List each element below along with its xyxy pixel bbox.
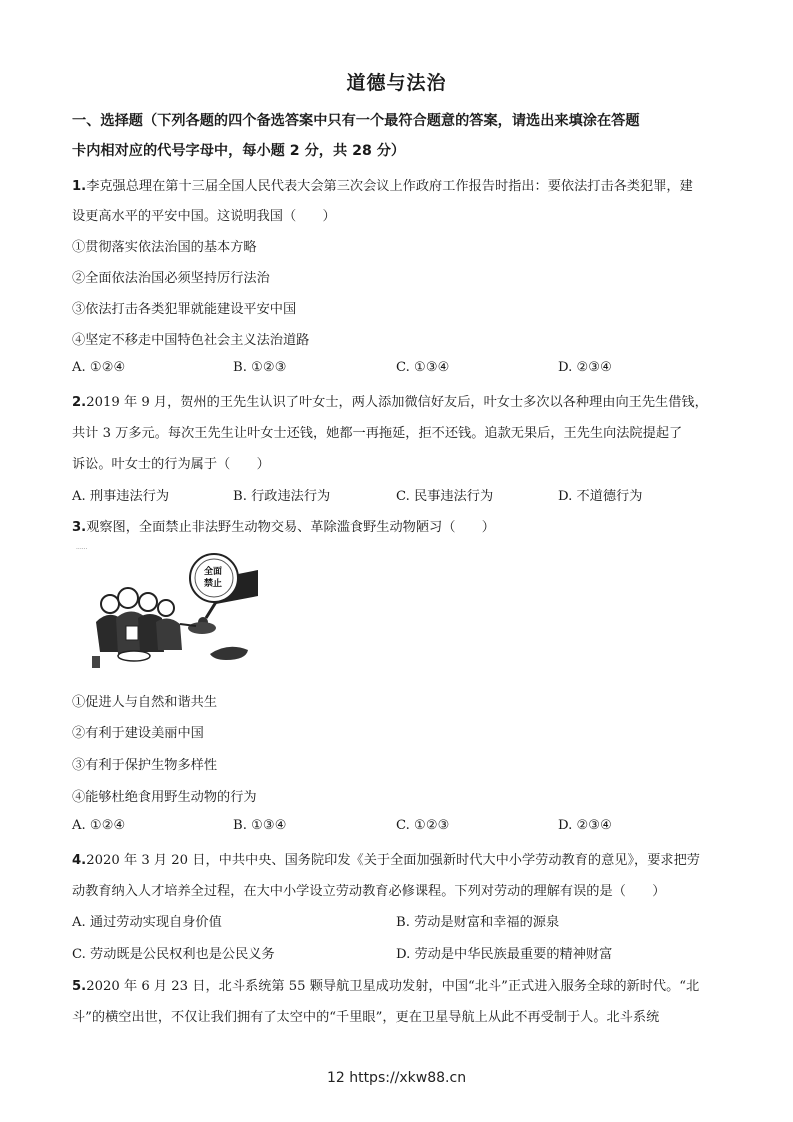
question-3-item-4: ④能够杜绝食用野生动物的行为 [72,790,257,805]
question-5-line1 [72,975,699,994]
sign-text-top: 全面 [204,567,223,577]
question-2-text: 2019 年 9 月，贺州的王先生认识了叶女士，两人添加微信好友后，叶女士多次以各种理由向王先生借钱， [86,395,708,410]
question-2-option-c[interactable]: C. 民事违法行为 [396,489,494,504]
question-1-option-d[interactable]: D. ②③④ [558,360,612,375]
cartoon-drawing [88,552,260,674]
question-2-line2: 共计 3 万多元。每次王先生让叶女士还钱，她都一再拖延，拒不还钱。追款无果后，王先生向法院提起了 [72,426,683,441]
question-3-item-1: ①促进人与自然和谐共生 [72,695,218,710]
question-1-option-b[interactable]: B. ①②③ [233,360,287,375]
question-3-option-c[interactable]: C. ①②③ [396,818,450,833]
question-2-option-d[interactable]: D. 不道德行为 [558,489,643,504]
section-heading-line1: 一、选择题（下列各题的四个备选答案中只有一个最符合题意的答案，请选出来填涂在答题 [72,113,640,129]
question-4-number: 4. [72,853,87,868]
question-2-number: 2. [72,395,87,410]
question-4-option-c[interactable]: C. 劳动既是公民权利也是公民义务 [72,947,275,962]
question-3-option-b[interactable]: B. ①③④ [233,818,287,833]
question-5-number: 5. [72,979,87,994]
question-1-item-1: ①贯彻落实依法治国的基本方略 [72,240,257,255]
question-3-text: 观察图，全面禁止非法野生动物交易、革除滥食野生动物陋习（ ） [86,520,495,535]
section-heading-line2: 卡内相对应的代号字母中，每小题 2 分，共 28 分） [72,143,406,159]
page-title: 道德与法治 [346,72,447,94]
question-4-option-b[interactable]: B. 劳动是财富和幸福的源泉 [396,915,560,930]
question-2-option-b[interactable]: B. 行政违法行为 [233,489,331,504]
question-1-option-a[interactable]: A. ①②④ [72,360,126,375]
sign-text-bottom: 禁止 [204,579,223,589]
question-1-item-4: ④坚定不移走中国特色社会主义法治道路 [72,333,310,348]
question-4-line1 [72,849,700,868]
page-footer[interactable]: 12 https://xkw88.cn [326,1070,467,1086]
question-3-line1 [72,516,495,535]
question-5-text: 2020 年 6 月 23 日，北斗系统第 55 颗导航卫星成功发射，中国“北斗”正式进入服务全球的新时代。“北 [86,979,700,994]
question-3-number: 3. [72,520,87,535]
question-1-text: 李克强总理在第十三届全国人民代表大会第三次会议上作政府工作报告时指出：要依法打击各类犯罪，建 [86,179,693,194]
question-1-item-3: ③依法打击各类犯罪就能建设平安中国 [72,302,297,317]
faint-mark: ······ [76,546,88,553]
question-3-option-d[interactable]: D. ②③④ [558,818,612,833]
question-3-item-3: ③有利于保护生物多样性 [72,758,218,773]
question-1-item-2: ②全面依法治国必须坚持厉行法治 [72,271,270,286]
question-4-option-a[interactable]: A. 通过劳动实现自身价值 [72,915,222,930]
cartoon-illustration [88,552,260,674]
question-1-line1 [72,175,693,194]
question-2-line1 [72,391,708,410]
question-1-line2: 设更高水平的平安中国。这说明我国（ ） [72,209,336,224]
question-5-line2: 斗”的横空出世，不仅让我们拥有了太空中的“千里眼”，更在卫星导航上从此不再受制于人。北斗系统 [72,1010,660,1025]
question-1-number: 1. [72,179,87,194]
question-3-item-2: ②有利于建设美丽中国 [72,726,204,741]
question-3-option-a[interactable]: A. ①②④ [72,818,126,833]
question-2-line3: 诉讼。叶女士的行为属于（ ） [72,457,270,472]
question-2-option-a[interactable]: A. 刑事违法行为 [72,489,170,504]
question-4-option-d[interactable]: D. 劳动是中华民族最重要的精神财富 [396,947,613,962]
question-4-text: 2020 年 3 月 20 日，中共中央、国务院印发《关于全面加强新时代大中小学劳动教育的意见》，要求把劳 [86,853,700,868]
question-4-line2: 动教育纳入人才培养全过程，在大中小学设立劳动教育必修课程。下列对劳动的理解有误的是（ ） [72,884,666,899]
question-1-option-c[interactable]: C. ①③④ [396,360,450,375]
